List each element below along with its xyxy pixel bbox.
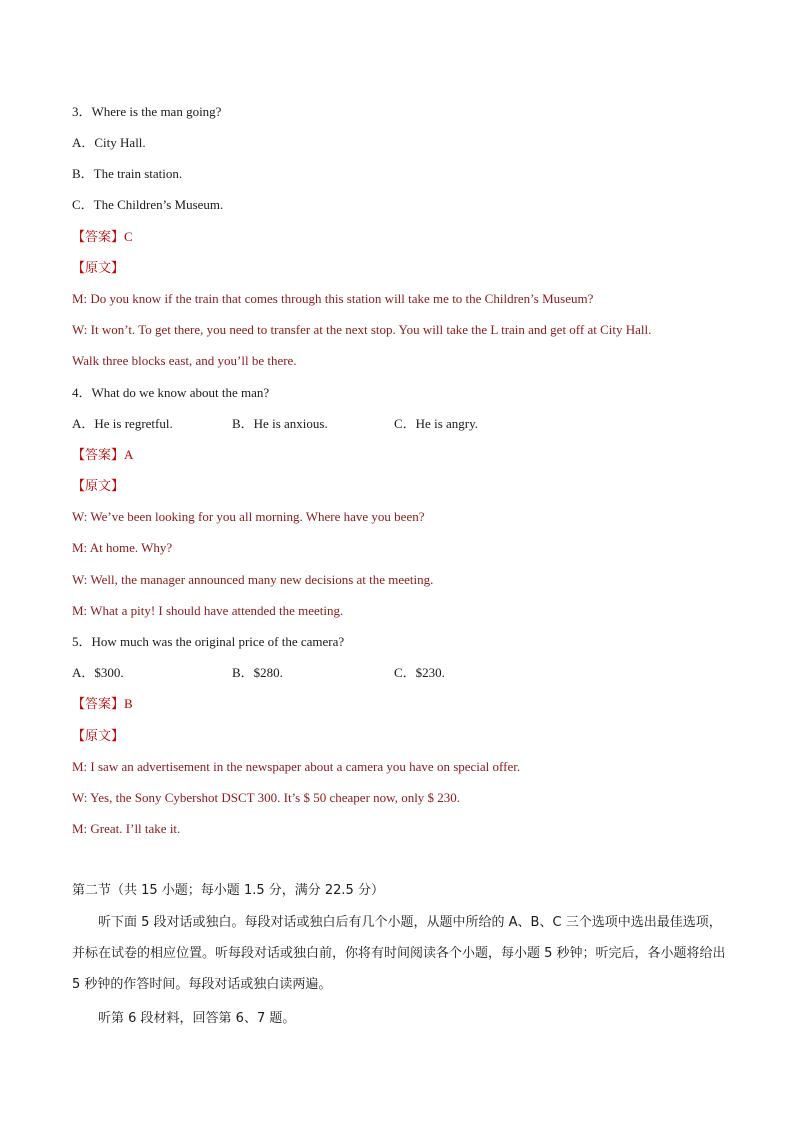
q4-option-c: C．He is angry. xyxy=(394,416,479,431)
source-label: 【原文】 xyxy=(72,729,125,744)
q4-answer xyxy=(72,446,133,465)
question-3: 3．Where is the man going? xyxy=(72,104,222,119)
q3-option-b: B．The train station. xyxy=(72,166,183,181)
q3-transcript-line: Walk three blocks east, and you’ll be there. xyxy=(72,353,297,368)
answer-label: 【答案】 xyxy=(72,448,125,463)
q4-option-a: A．He is regretful. xyxy=(72,416,173,431)
q3-source-label xyxy=(72,259,124,278)
q3-transcript-line: M: Do you know if the train that comes through this station will take me to the Children’s Museum? xyxy=(72,291,594,306)
q3-answer xyxy=(72,228,133,247)
source-label: 【原文】 xyxy=(72,261,125,276)
answer-label: 【答案】 xyxy=(72,697,125,712)
q5-source-label xyxy=(72,727,124,746)
q3-transcript-line: W: It won’t. To get there, you need to transfer at the next stop. You will take the L train and get off at City Hall. xyxy=(72,322,652,337)
q5-option-b: B．$280. xyxy=(232,665,283,680)
q5-option-c: C．$230. xyxy=(394,665,445,680)
section-2-instructions: 听下面 5 段对话或独白。每段对话或独白后有几个小题，从题中所给的 A、B、C 三个选项中选出最佳选项，并标在试卷的相应位置。听每段对话或独白前，你将有时间阅读各个小题，每小题 5 秒钟；听完后，各小题将给出 5 秒钟的作答时间。每段对话或独白读两遍。 xyxy=(72,915,726,992)
q4-source-label xyxy=(72,477,124,496)
q3-option-a: A．City Hall. xyxy=(72,135,146,150)
next-material-note: 听第 6 段材料，回答第 6、7 题。 xyxy=(98,1011,296,1026)
section-2-heading: 第二节（共 15 小题；每小题 1.5 分，满分 22.5 分） xyxy=(72,883,384,898)
question-5: 5．How much was the original price of the camera? xyxy=(72,634,345,649)
q4-transcript-line: M: At home. Why? xyxy=(72,540,173,555)
q4-transcript-line: M: What a pity! I should have attended the meeting. xyxy=(72,603,344,618)
q5-transcript-line: M: I saw an advertisement in the newspaper about a camera you have on special offer. xyxy=(72,759,521,774)
answer-value: A xyxy=(124,447,134,462)
source-label: 【原文】 xyxy=(72,479,125,494)
answer-value: B xyxy=(124,696,133,711)
answer-value: C xyxy=(124,229,133,244)
q5-transcript-line: W: Yes, the Sony Cybershot DSCT 300. It’s $ 50 cheaper now, only $ 230. xyxy=(72,790,461,805)
q4-transcript-line: W: Well, the manager announced many new decisions at the meeting. xyxy=(72,572,434,587)
q4-option-b: B．He is anxious. xyxy=(232,416,328,431)
q5-answer xyxy=(72,695,133,714)
q3-option-c: C．The Children’s Museum. xyxy=(72,197,224,212)
q5-transcript-line: M: Great. I’ll take it. xyxy=(72,821,181,836)
question-4: 4．What do we know about the man? xyxy=(72,385,270,400)
answer-label: 【答案】 xyxy=(72,230,125,245)
q5-option-a: A．$300. xyxy=(72,665,124,680)
q4-transcript-line: W: We’ve been looking for you all morning. Where have you been? xyxy=(72,509,425,524)
